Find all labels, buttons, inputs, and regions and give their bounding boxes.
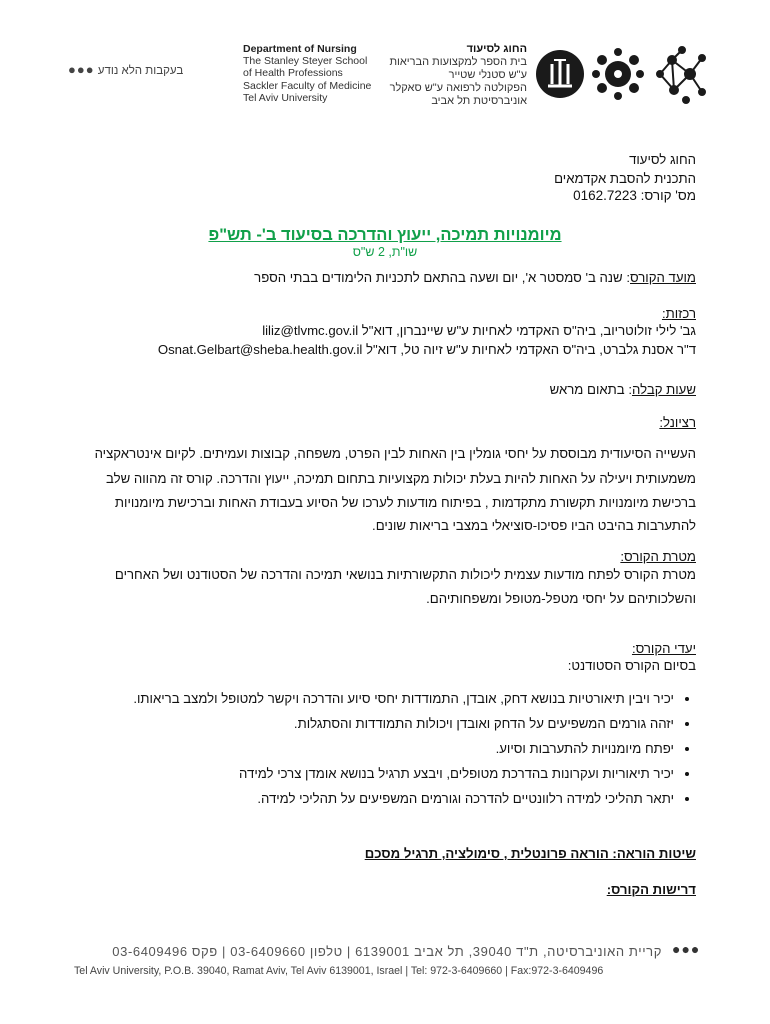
footer-address-english: Tel Aviv University, P.O.B. 39040, Ramat Aviv, Tel Aviv 6139001, Israel | Tel: 972-3-6409660 | Fax:972-3-6409496	[74, 965, 604, 977]
tagline-dots: ●●●	[68, 62, 95, 77]
university-tagline	[68, 62, 183, 77]
rationale-label: רציונל:	[659, 415, 696, 430]
list-item: • יכיר ויבין תיאורטיות בנושא דחק, אובדן, התמודדות יחסי סיוע והדרכה ויקשר למטופל ולמצב בריאותו.	[54, 686, 674, 711]
dept-en-line: Sackler Faculty of Medicine	[243, 79, 372, 92]
footer-address-hebrew: קריית האוניברסיטה, ת"ד 39040, תל אביב 6139001 | טלפון 03-6409660 | פקס 03-6409496	[112, 944, 662, 959]
dept-he-line: אוניברסיטת תל אביב	[431, 95, 527, 107]
course-subtitle: שו"ת, 2 ש"ס	[352, 245, 418, 259]
department-heading: החוג לסיעוד	[629, 152, 696, 167]
cells-emblem-icon	[592, 48, 644, 100]
objectives-label: יעדי הקורס:	[631, 641, 696, 656]
office-hours-line	[550, 382, 696, 397]
coordinator-2: ד"ר אסנת גלברט, ביה"ס האקדמי לאחיות ע"ש זיוה טל, דוא"ל Osnat.Gelbart@sheba.health.gov.il	[157, 342, 696, 357]
rationale-line: משמעותית ויעילה על האחות להיות בעלת יכולות מקצועיות בתחום תמיכה, ייעוץ והדרכה. קורס זה מהווה שלב	[106, 471, 696, 486]
dept-en-line: of Health Professions	[243, 67, 343, 80]
rationale-line: העשייה הסיעודית מבוססת על יחסי גומלין בין האחות לבין הפרט, משפחה, קבוצות ועמיתים. לקיום אינטראקציה	[94, 446, 696, 461]
dept-en-line: Tel Aviv University	[243, 91, 328, 104]
dept-he-line: בית הספר למקצועות הבריאות	[389, 56, 527, 68]
dept-en-line: Department of Nursing	[243, 43, 357, 55]
program-heading: התכנית להסבת אקדמאים	[554, 171, 696, 186]
goal-line: והשלכותיהם על יחסי מטפל-מטופל ומשפחותיהם.	[426, 591, 696, 606]
list-item: • יפתח מיומנויות להתערבות וסיוע.	[54, 736, 674, 761]
objectives-list	[54, 686, 696, 811]
dept-he-line: ע"ש סטנלי שטייר	[448, 69, 527, 81]
requirements-label: דרישות הקורס:	[606, 882, 696, 897]
schedule-text: : שנה ב' סמסטר א', יום ושעה בהתאם לתכניות הלימודים בבתי הספר	[254, 270, 630, 285]
teaching-methods: שיטות הוראה: הוראה פרונטלית , סימולציה, תרגיל מסכם	[364, 846, 696, 861]
schedule-label: מועד הקורס	[630, 270, 696, 285]
rationale-line: להתערבות בהיבט הביו פסיכו-סוציאלי במצבי בריאות שונים.	[372, 518, 696, 533]
schedule-line	[254, 270, 696, 285]
tagline-text: בעקבות הלא נודע	[97, 65, 184, 77]
coordinators-label: רכזות:	[661, 306, 696, 321]
list-item: • יכיר תיאוריות ועקרונות בהדרכת מטופלים, ויבצע תרגיל בנושא אומדן צרכי למידה	[54, 761, 674, 786]
objectives-intro: בסיום הקורס הסטודנט:	[567, 658, 696, 673]
goal-label: מטרת הקורס:	[620, 549, 696, 564]
dept-he-line: החוג לסיעוד	[466, 43, 527, 55]
network-emblem-icon	[657, 47, 705, 103]
goal-line: מטרת הקורס לפתח מודעות עצמית ליכולות התקשורתיות בנושאי תמיכה והדרכה של הסטודנט ושל האחרים	[114, 567, 696, 582]
course-title: מיומנויות תמיכה, ייעוץ והדרכה בסיעוד ב'- תש"פ	[208, 226, 562, 244]
dept-he-line: הפקולטה לרפואה ע"ש סאקלר	[389, 82, 527, 94]
department-name-english	[243, 43, 371, 104]
list-item: • יזהה גורמים המשפיעים על הדחק ואובדן ויכולות התמודדות והסתגלות.	[54, 711, 674, 736]
office-hours-label: שעות קבלה	[632, 382, 696, 397]
rationale-line: ברכישת מיומנויות תקשורת מתקדמות , בפיתוח מודעות לערכו של הסיוע בעבודת האחות וברכישת מיומנויות	[114, 495, 696, 510]
footer-dots: ●●●	[672, 941, 701, 957]
office-hours-text: : בתאום מראש	[549, 382, 632, 397]
department-name-hebrew	[380, 43, 527, 108]
dept-en-line: The Stanley Steyer School	[243, 55, 368, 68]
coordinator-1: גב' לילי זולוטריוב, ביה"ס האקדמי לאחיות ע"ש שיינברון, דוא"ל liliz@tlvmc.gov.il	[262, 323, 696, 338]
course-number: מס' קורס: 0162.7223	[573, 188, 696, 203]
university-emblems	[532, 40, 707, 110]
tau-seal-icon	[536, 50, 584, 98]
list-item: • יתאר תהליכי למידה רלוונטיים להדרכה וגורמים המשפיעים על תהליכי למידה.	[54, 786, 674, 811]
